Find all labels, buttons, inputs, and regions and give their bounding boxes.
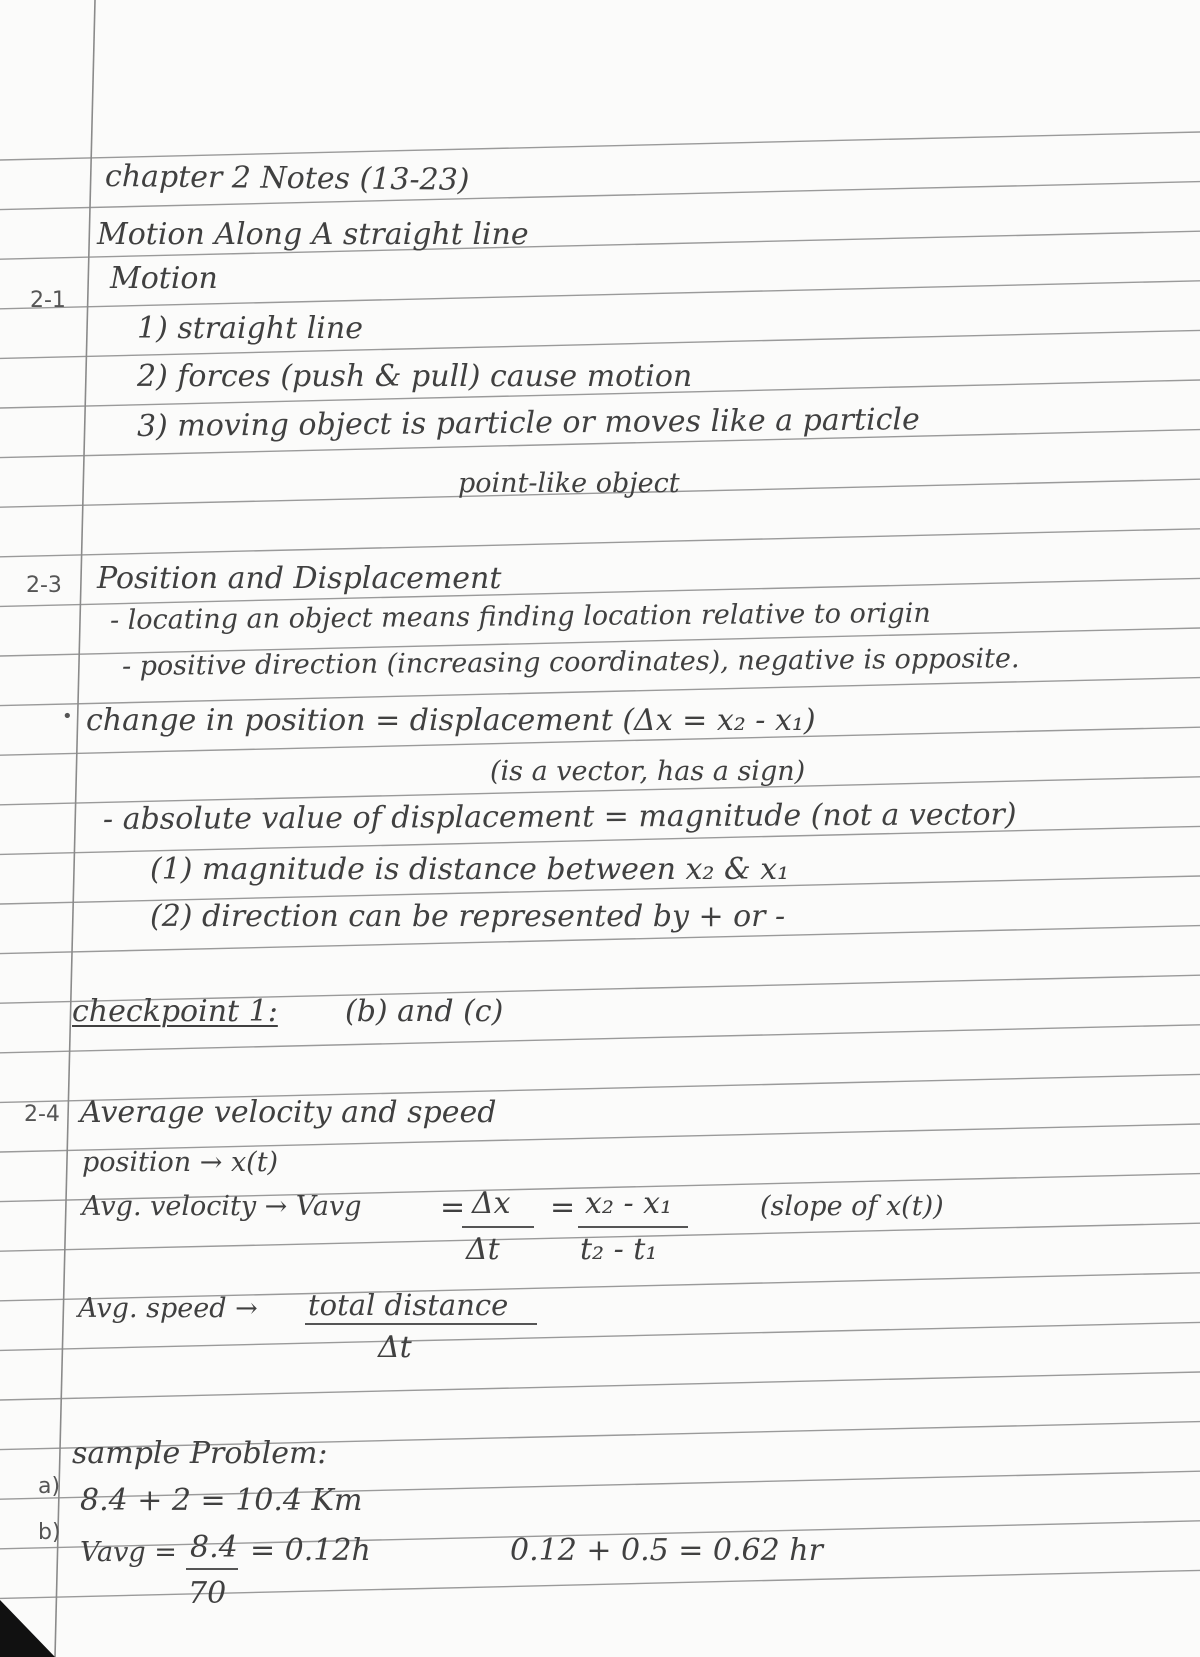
section-2-3-heading: Position and Displacement: [97, 561, 502, 596]
part-b-total: 0.12 + 0.5 = 0.62 hr: [510, 1533, 823, 1568]
avg-velocity-label: Avg. velocity → Vavg: [82, 1191, 362, 1222]
part-b-marker: b): [38, 1520, 61, 1545]
slope-note: (slope of x(t)): [760, 1191, 944, 1222]
displacement-line-6: (1) magnitude is distance between x₂ & x₁: [150, 852, 790, 887]
part-b-numerator: 8.4: [190, 1530, 238, 1565]
speed-numerator: total distance: [308, 1288, 509, 1322]
checkpoint-label: checkpoint 1:: [72, 994, 278, 1029]
sample-problem-title: sample Problem:: [72, 1436, 328, 1471]
checkpoint-answer: (b) and (c): [345, 994, 504, 1029]
eq-sign-1: =: [440, 1190, 466, 1225]
part-b-result: = 0.12h: [250, 1533, 371, 1568]
part-b-label: Vavg =: [80, 1537, 177, 1568]
bullet-dot: •: [62, 706, 73, 727]
displacement-line-3: change in position = displacement (Δx = x₂ - x₁): [86, 703, 816, 738]
avg-speed-label: Avg. speed →: [78, 1293, 258, 1324]
section-2-1-heading: Motion: [110, 261, 218, 296]
section-number-2-1: 2-1: [30, 288, 66, 313]
displacement-line-4: (is a vector, has a sign): [490, 756, 806, 787]
chapter-subtitle: Motion Along A straight line: [97, 217, 529, 252]
displacement-line-7: (2) direction can be represented by + or -: [150, 899, 786, 934]
section-2-4-heading: Average velocity and speed: [80, 1095, 497, 1130]
displacement-line-1: - locating an object means finding location relative to origin: [109, 597, 931, 636]
page-title: chapter 2 Notes (13-23): [104, 159, 470, 198]
motion-item-2: 2) forces (push & pull) cause motion: [137, 359, 693, 394]
frac-2-denominator: t₂ - t₁: [580, 1232, 658, 1267]
speed-denominator: Δt: [378, 1330, 412, 1365]
part-b-denominator: 70: [188, 1576, 227, 1611]
motion-item-3: 3) moving object is particle or moves like a particle: [136, 402, 920, 444]
frac-2-numerator: x₂ - x₁: [585, 1186, 673, 1221]
displacement-line-2: - positive direction (increasing coordinates), negative is opposite.: [121, 643, 1020, 682]
motion-item-1: 1) straight line: [137, 311, 363, 346]
part-a-answer: 8.4 + 2 = 10.4 Km: [80, 1483, 363, 1518]
section-number-2-3: 2-3: [26, 573, 62, 598]
displacement-line-5: - absolute value of displacement = magnitude (not a vector): [102, 797, 1017, 837]
frac-1-numerator: Δx: [472, 1186, 511, 1221]
frac-1-denominator: Δt: [466, 1232, 500, 1267]
eq-sign-2: =: [550, 1190, 576, 1225]
section-number-2-4: 2-4: [24, 1102, 60, 1127]
position-function: position → x(t): [82, 1147, 279, 1178]
particle-note: point-like object: [458, 468, 680, 499]
part-a-marker: a): [38, 1474, 61, 1499]
